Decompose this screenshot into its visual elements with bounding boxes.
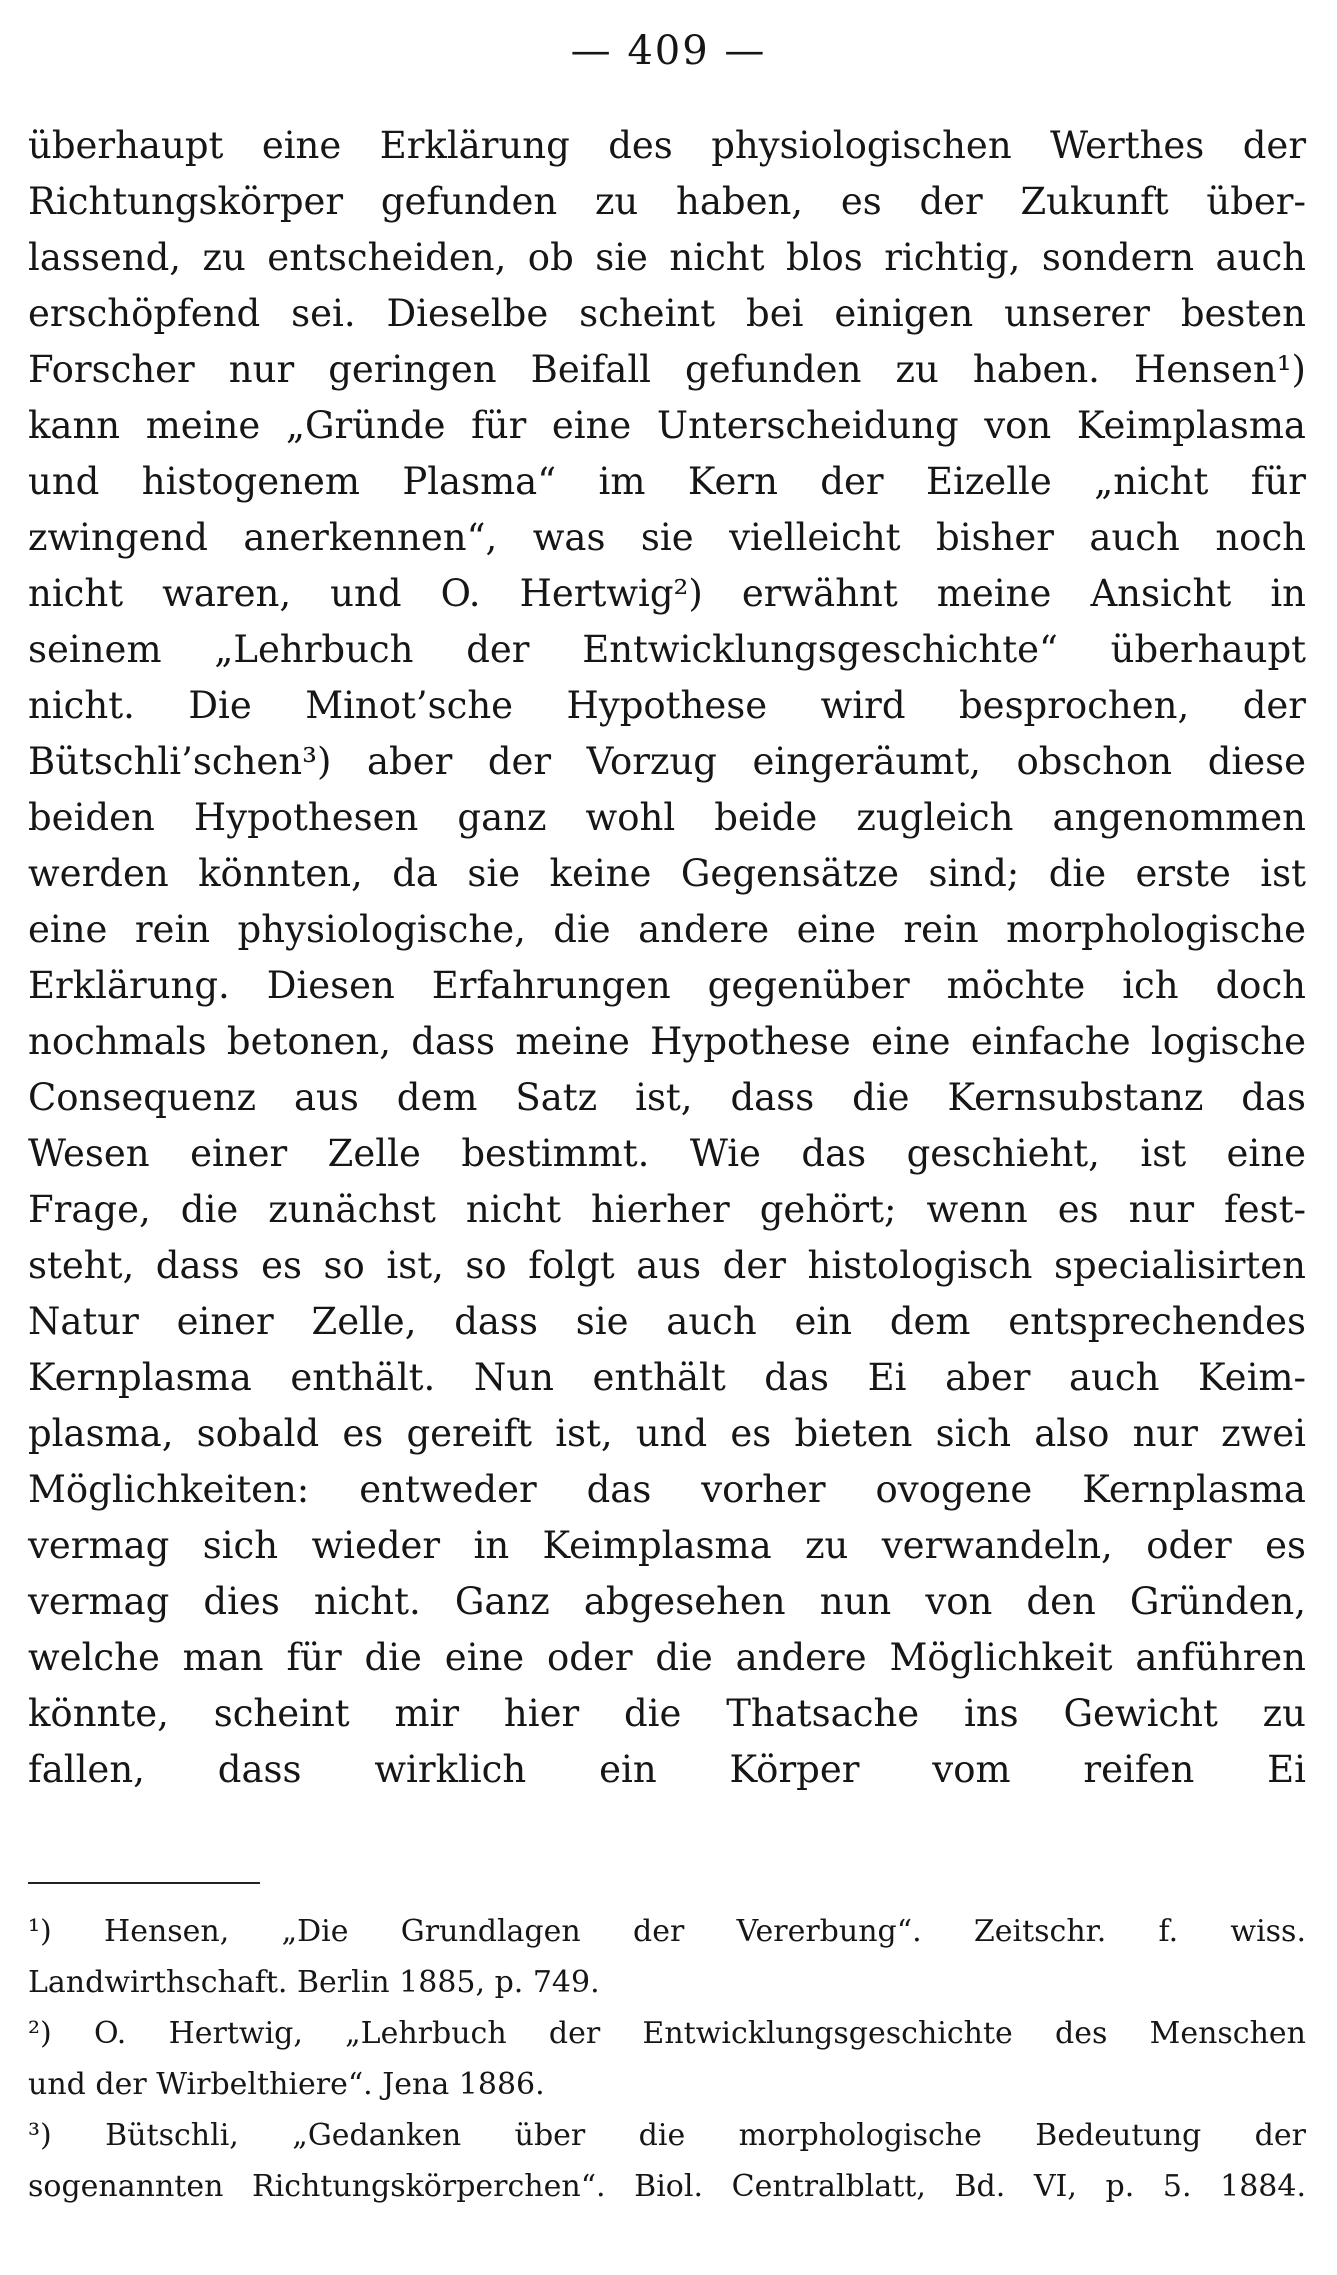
footnote-text: Hensen, „Die Grundlagen der Vererbung“. Zeitschr. f. wiss.: [104, 1914, 1306, 1949]
text-line: lassend, zu entscheiden, ob sie nicht blos richtig, sondern auch: [28, 236, 1306, 279]
footnote-2-line-1: [28, 2008, 1306, 2059]
footnote-2-line-2: und der Wirbelthiere“. Jena 1886.: [28, 2067, 545, 2102]
text-line: Kernplasma enthält. Nun enthält das Ei aber auch Keim-: [28, 1356, 1306, 1399]
text-line: vermag dies nicht. Ganz abgesehen nun von den Gründen,: [28, 1580, 1306, 1623]
text-line: welche man für die eine oder die andere Möglichkeit anführen: [28, 1636, 1306, 1679]
footnote-text: Bütschli, „Gedanken über die morphologische Bedeutung der: [105, 2118, 1306, 2153]
text-line: kann meine „Gründe für eine Unterscheidung von Keimplasma: [28, 404, 1306, 447]
footnote-1-line-1: [28, 1906, 1306, 1957]
text-line: Erklärung. Diesen Erfahrungen gegenüber möchte ich doch: [28, 964, 1306, 1007]
text-line: werden könnten, da sie keine Gegensätze sind; die erste ist: [28, 852, 1306, 895]
footnote-3-line-2: sogenannten Richtungskörperchen“. Biol. Centralblatt, Bd. VI, p. 5. 1884.: [28, 2169, 1306, 2204]
text-line: nicht. Die Minot’sche Hypothese wird besprochen, der: [28, 684, 1306, 727]
footnote-1-line-2: Landwirthschaft. Berlin 1885, p. 749.: [28, 1965, 600, 2000]
text-line: Möglichkeiten: entweder das vorher ovogene Kernplasma: [28, 1468, 1306, 1511]
text-line: Natur einer Zelle, dass sie auch ein dem entsprechendes: [28, 1300, 1306, 1343]
footnote-divider: [28, 1882, 260, 1884]
footnote-3-line-1: [28, 2110, 1306, 2161]
text-line: überhaupt eine Erklärung des physiologischen Werthes der: [28, 124, 1306, 167]
text-line: Bütschli’schen³) aber der Vorzug eingeräumt, obschon diese: [28, 740, 1306, 783]
footnote-marker: ³): [28, 2118, 52, 2153]
page-number: — 409 —: [570, 28, 767, 74]
text-line: könnte, scheint mir hier die Thatsache ins Gewicht zu: [28, 1692, 1306, 1735]
text-line: plasma, sobald es gereift ist, und es bieten sich also nur zwei: [28, 1412, 1306, 1455]
footnote-marker: ¹): [28, 1914, 52, 1949]
text-line: nicht waren, und O. Hertwig²) erwähnt meine Ansicht in: [28, 572, 1306, 615]
body-text: [28, 118, 1306, 1798]
text-line: erschöpfend sei. Dieselbe scheint bei einigen unserer besten: [28, 292, 1306, 335]
text-line: Forscher nur geringen Beifall gefunden zu haben. Hensen¹): [28, 348, 1306, 391]
text-line: vermag sich wieder in Keimplasma zu verwandeln, oder es: [28, 1524, 1306, 1567]
text-line: eine rein physiologische, die andere eine rein morphologische: [28, 908, 1306, 951]
text-line: Wesen einer Zelle bestimmt. Wie das geschieht, ist eine: [28, 1132, 1306, 1175]
footnotes: [28, 1906, 1306, 2212]
footnote-text: O. Hertwig, „Lehrbuch der Entwicklungsgeschichte des Menschen: [93, 2016, 1306, 2051]
text-line: und histogenem Plasma“ im Kern der Eizelle „nicht für: [28, 460, 1306, 503]
footnote-marker: ²): [28, 2016, 52, 2051]
text-line: seinem „Lehrbuch der Entwicklungsgeschichte“ überhaupt: [28, 628, 1306, 671]
text-line: nochmals betonen, dass meine Hypothese eine einfache logische: [28, 1020, 1306, 1063]
text-line: steht, dass es so ist, so folgt aus der histologisch specialisirten: [28, 1244, 1306, 1287]
text-line: Consequenz aus dem Satz ist, dass die Kernsubstanz das: [28, 1076, 1306, 1119]
text-line: Richtungskörper gefunden zu haben, es der Zukunft über-: [28, 180, 1306, 223]
text-line: beiden Hypothesen ganz wohl beide zugleich angenommen: [28, 796, 1306, 839]
text-line: fallen, dass wirklich ein Körper vom reifen Ei: [28, 1748, 1306, 1791]
text-line: zwingend anerkennen“, was sie vielleicht bisher auch noch: [28, 516, 1306, 559]
text-line: Frage, die zunächst nicht hierher gehört; wenn es nur fest-: [28, 1188, 1306, 1231]
